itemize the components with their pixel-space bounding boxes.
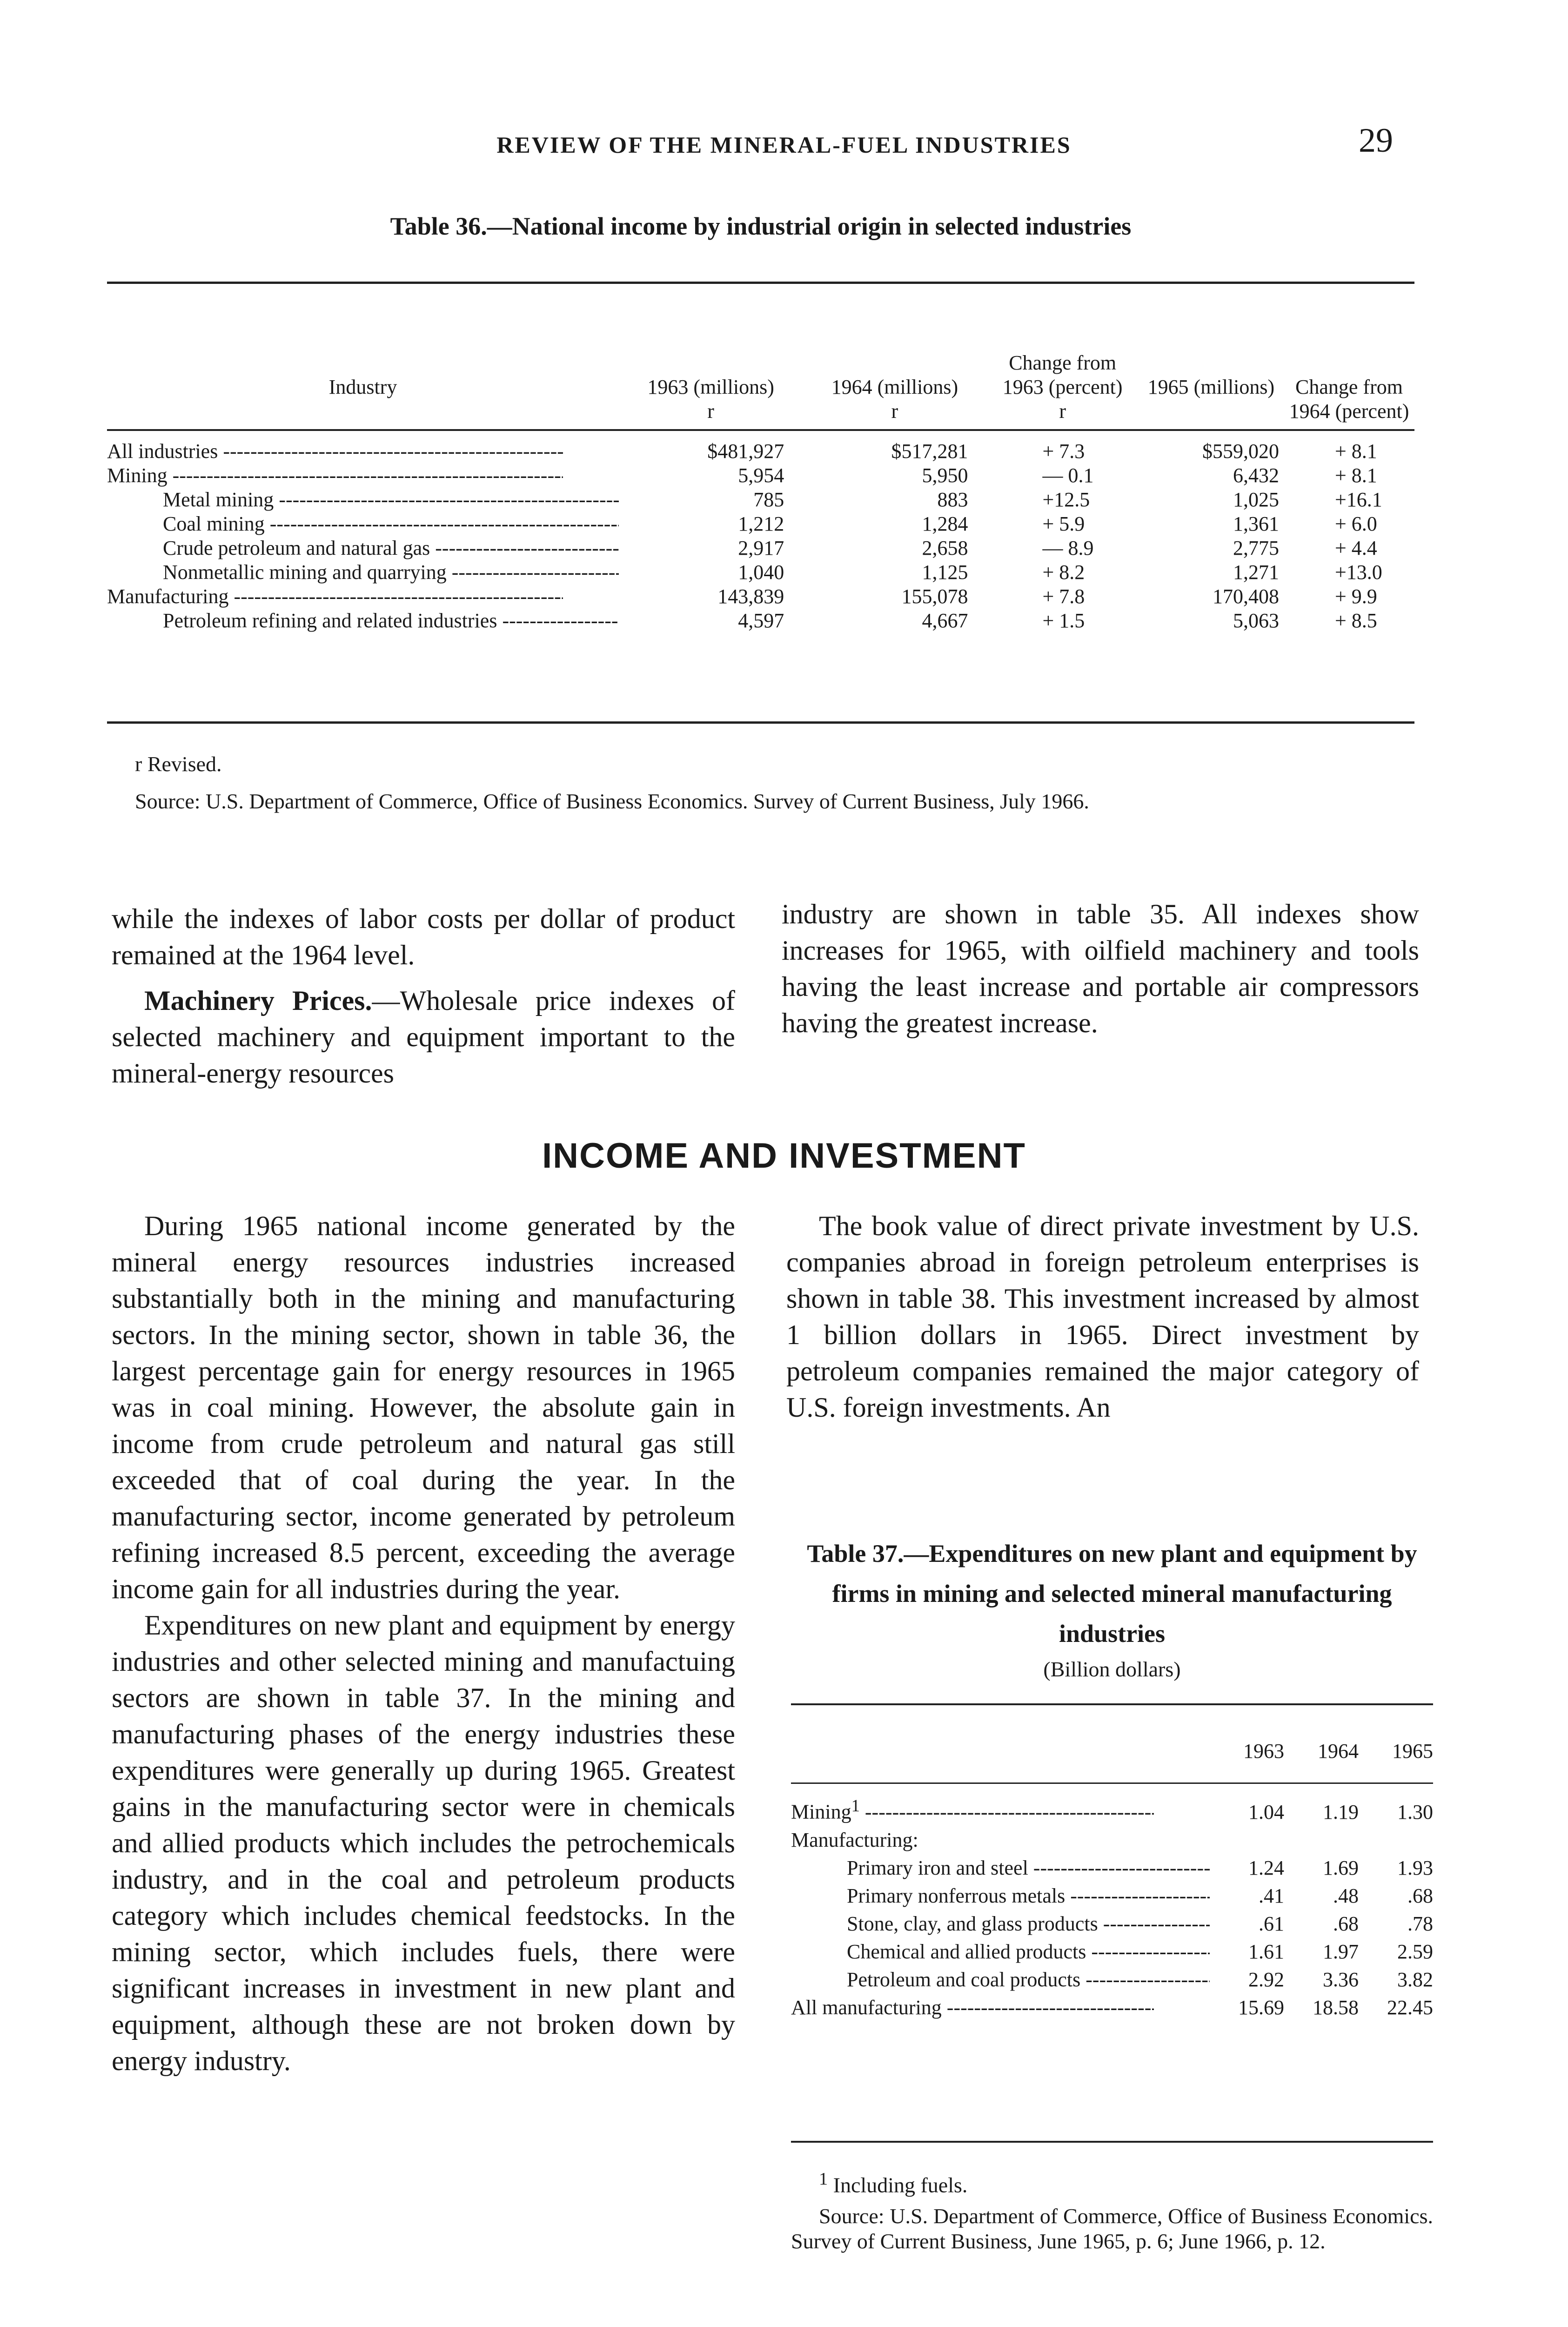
table37-cell-1964: 1.97 [1323,1940,1359,1963]
table36-cell-change-1963: + 5.9 [1042,512,1085,535]
table37 [791,1713,1433,2020]
left-column [112,1208,735,2079]
table36-cell-label: Petroleum refining and related industries ----- [107,609,619,633]
table37-cell-label: Chemical and allied products ----- [791,1937,1210,1964]
table37-cell-1965: .68 [1407,1884,1433,1907]
table36-cell-1963: 2,917 [738,537,784,559]
table37-cell-label: Primary nonferrous metals ----- [791,1881,1210,1909]
table-row [791,1783,1433,1825]
table37-cell-label: Manufacturing: [791,1828,918,1851]
table36-cell-change-1963: — 8.9 [1042,537,1094,559]
table36-cell-1964: 5,950 [922,464,968,487]
right-column [786,1208,1419,1426]
table37-cell-label: Mining$^1$ ----- [791,1783,1210,1825]
table37-header-1965: 1965 [1392,1740,1433,1762]
table-row [107,512,1414,536]
table36-cell-change-1963: — 0.1 [1042,464,1094,487]
paragraph-expenditures: Expenditures on new plant and equipment by energy industries and other selected mining and manufactuing sectors are shown in table 37. In the mining and manufacturing phases of the energy industries these expenditures were generally up during 1965. Greatest gains in the manufacturing sector were in chemicals and allied products which includes the petrochemicals industry, and in the coal and petroleum products category which includes chemical feedstocks. In the mining sector, which includes fuels, there were significant increases in investment in new plant and equipment, although these are not broken down by energy industry. [112,1610,735,2076]
table36-cell-1963: 4,597 [738,609,784,632]
table-row [791,1881,1433,1909]
table37-cell-1965: 1.93 [1397,1856,1433,1879]
paragraph-machinery-prices: Machinery Prices.—Wholesale price indexes of selected machinery and equipment important to the mineral-energy resources [112,985,735,1089]
table37-cell-1965 [1359,1825,1433,1853]
table36-cell-1963: 5,954 [738,464,784,487]
table-row [107,488,1414,512]
top-left-text [112,901,735,1091]
table37-cell-label: All manufacturing ----- [791,1992,1210,2020]
table36-cell-label: Coal mining ----- [107,512,619,536]
table36-cell-change-1964: + 4.4 [1334,537,1377,559]
table36-cell-1965: 5,063 [1233,609,1279,632]
table-row [791,1964,1433,1992]
table36-cell-1965: $559,020 [1202,440,1279,463]
table37-cell-1963: 1.61 [1248,1940,1284,1963]
table37-source: Source: U.S. Department of Commerce, Office of Business Economics. Survey of Current Business, June 1965, p. 6; June 1966, p. 12. [791,2204,1433,2253]
table36-cell-1963: 1,040 [738,561,784,584]
table37-cell-label: Stone, clay, and glass products ----- [791,1909,1210,1937]
table36-cell-change-1964: + 8.1 [1334,440,1377,463]
table37-unit: (Billion dollars) [1043,1657,1181,1681]
table-row [791,1937,1433,1964]
table36-cell-change-1964: +16.1 [1334,488,1382,511]
table36-top-rule [107,282,1414,284]
table36-header-1965: 1965 (millions) [1147,376,1275,398]
table36-cell-label: Nonmetallic mining and quarrying ----- [107,560,619,585]
table37-cell-1964: 18.58 [1313,1996,1359,2019]
table36-header-industry: Industry [328,376,397,398]
table37-cell-1963: 15.69 [1238,1996,1284,2019]
table36-caption: Table 36.—National income by industrial origin in selected industries [390,212,1132,240]
table37-bottom-rule [791,2141,1433,2143]
table37-top-rule [791,1703,1433,1705]
table37-cell-label: Primary iron and steel ----- [791,1853,1210,1881]
section-heading: INCOME AND INVESTMENT [542,1136,1026,1176]
table-row [791,1992,1433,2020]
table36-cell-change-1963: + 7.8 [1042,585,1085,608]
table36-cell-1963: 1,212 [738,512,784,535]
table36-cell-change-1963: + 8.2 [1042,561,1085,584]
table36-cell-change-1964: + 6.0 [1334,512,1377,535]
table37-cell-1965: 2.59 [1397,1940,1433,1963]
table36-cell-1965: 170,408 [1212,585,1279,608]
table36-source: Source: U.S. Department of Commerce, Office of Business Economics. Survey of Current Business, July 1966. [135,789,1089,813]
table37-cell-1964 [1284,1825,1359,1853]
table37-cell-1963 [1210,1825,1284,1853]
table36-cell-1964: 2,658 [922,537,968,559]
table36-cell-label: Mining ----- [107,464,619,488]
table36-cell-1963: 143,839 [717,585,784,608]
paragraph-national-income: During 1965 national income generated by the mineral energy resources industries increased substantially both in the mining and manufacturing sectors. In the mining sector, shown in table 36, the largest percentage gain for energy resources in 1965 was in coal mining. However, the absolute gain in income from crude petroleum and natural gas still exceeded that of coal during the year. In the manufacturing sector, income generated by petroleum refining increased 8.5 percent, exceeding the average income gain for all industries during the year. [112,1211,735,1604]
table-row [791,1909,1433,1937]
table36-cell-1965: 2,775 [1233,537,1279,559]
table37-caption: Table 37.—Expenditures on new plant and equipment by firms in mining and selected mineral manufacturing industries [807,1540,1417,1648]
table36-cell-1963: 785 [753,488,784,511]
table37-header-1963: 1963 [1243,1740,1284,1762]
table36-cell-1964: 883 [937,488,968,511]
table37-footnote: $^1$ Including fuels. [819,2169,968,2197]
table-row [791,1853,1433,1881]
table37-cell-1964: .68 [1333,1912,1359,1935]
table37-cell-1963: .41 [1259,1884,1284,1907]
table37-cell-label: Petroleum and coal products ----- [791,1964,1210,1992]
table36-cell-label: Crude petroleum and natural gas ----- [107,536,619,560]
table37-cell-1964: .48 [1333,1884,1359,1907]
table36-cell-1964: 155,078 [901,585,968,608]
table36-cell-change-1963: + 7.3 [1042,440,1085,463]
running-title: REVIEW OF THE MINERAL-FUEL INDUSTRIES [496,132,1072,158]
table37-cell-1964: 1.19 [1323,1800,1359,1823]
table36-cell-change-1963: +12.5 [1042,488,1090,511]
table36-cell-change-1964: + 9.9 [1334,585,1377,608]
table36-cell-1965: 6,432 [1233,464,1279,487]
table36-cell-change-1964: + 8.1 [1334,464,1377,487]
table36-cell-1964: 4,667 [922,609,968,632]
table36-cell-change-1964: +13.0 [1334,561,1382,584]
table-row [107,430,1414,464]
table37-cell-1965: 22.45 [1387,1996,1433,2019]
table-row [107,585,1414,609]
run-in-heading: Machinery Prices. [144,985,372,1016]
table36-header-1963: 1963 (millions) r [647,376,774,423]
table36 [107,298,1414,633]
table36-cell-label: Metal mining ----- [107,488,619,512]
paragraph-book-value: The book value of direct private investment by U.S. companies abroad in foreign petroleum enterprises is shown in table 38. This investment increased by almost 1 billion dollars in 1965. Direct investment by petroleum companies remained the major category of U.S. foreign investments. An [786,1211,1419,1423]
table37-header-1964: 1964 [1318,1740,1359,1762]
table36-bottom-rule [107,721,1414,724]
table36-header-change-1964: Change from 1964 (percent) [1289,376,1409,423]
table36-cell-label: Manufacturing ----- [107,585,619,609]
table36-cell-1964: 1,125 [922,561,968,584]
top-right-text [782,896,1419,1041]
table-row [107,560,1414,585]
table36-cell-1964: $517,281 [891,440,968,463]
paragraph-labor-costs: while the indexes of labor costs per dollar of product remained at the 1964 level. [112,903,735,970]
table36-header-change-1963: Change from 1963 (percent) r [1002,351,1123,423]
table36-cell-change-1964: + 8.5 [1334,609,1377,632]
table36-cell-1965: 1,361 [1233,512,1279,535]
table36-cell-change-1963: + 1.5 [1042,609,1085,632]
table-row [107,464,1414,488]
table37-cell-1964: 1.69 [1323,1856,1359,1879]
table36-cell-1965: 1,025 [1233,488,1279,511]
page-number: 29 [1359,121,1393,160]
table36-cell-1964: 1,284 [922,512,968,535]
table37-cell-1965: 1.30 [1397,1800,1433,1823]
table37-cell-1965: 3.82 [1397,1968,1433,1991]
table37-cell-1963: .61 [1259,1912,1284,1935]
table-row [107,609,1414,633]
table36-footnote: r Revised. [135,752,222,776]
table37-cell-1963: 1.04 [1248,1800,1284,1823]
table36-cell-1963: $481,927 [707,440,784,463]
table36-header-1964: 1964 (millions) r [831,376,958,423]
table37-cell-1963: 1.24 [1248,1856,1284,1879]
table36-cell-1965: 1,271 [1233,561,1279,584]
table37-cell-1965: .78 [1407,1912,1433,1935]
paragraph-indexes: industry are shown in table 35. All indexes show increases for 1965, with oilfield machinery and tools having the least increase and portable air compressors having the greatest increase. [782,899,1419,1038]
table-row [791,1825,1433,1853]
table37-cell-1963: 2.92 [1248,1968,1284,1991]
table-row [107,536,1414,560]
table37-cell-1964: 3.36 [1323,1968,1359,1991]
table36-cell-label: All industries ----- [107,430,619,464]
